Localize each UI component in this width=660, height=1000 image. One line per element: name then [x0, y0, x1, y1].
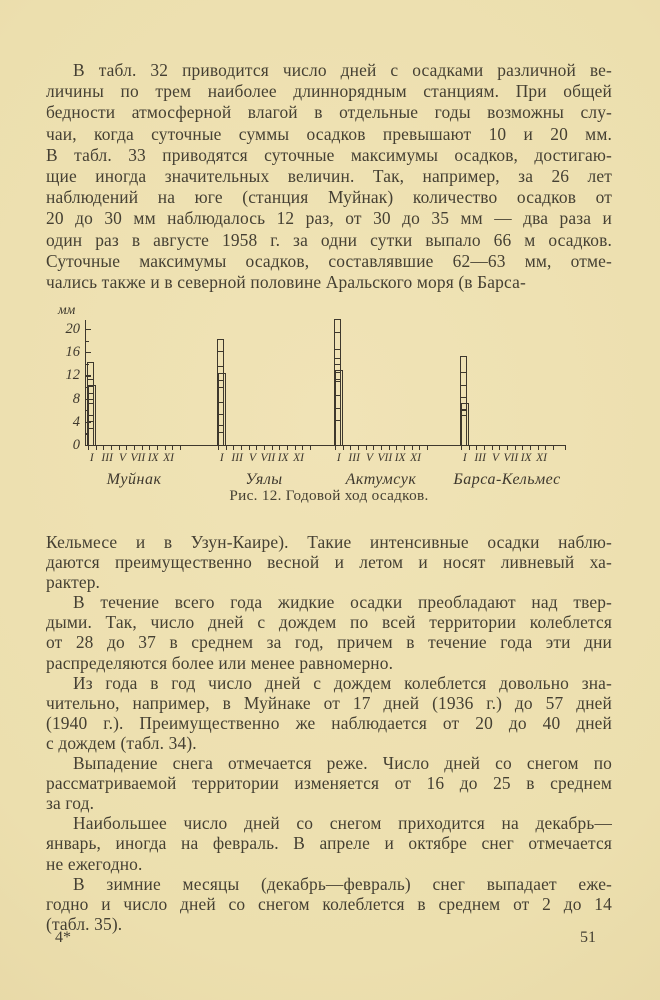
text-line: В зимние месяцы (декабрь—февраль) снег выпадает еже-	[73, 873, 612, 894]
x-axis-month-tick	[522, 445, 523, 450]
x-axis-month-label: I	[336, 452, 341, 464]
text-line: не ежегодно.	[46, 853, 143, 874]
x-axis-month-tick	[218, 445, 219, 450]
x-axis-month-tick	[412, 445, 413, 450]
x-axis-month-label: VII	[130, 452, 146, 464]
x-axis-month-tick	[553, 445, 554, 450]
page-number: 51	[580, 929, 596, 946]
text-line: Выпадение снега отмечается реже. Число дней со снегом по	[73, 753, 612, 774]
x-axis-month-tick	[103, 445, 104, 450]
figure-caption: Рис. 12. Годовой ход осадков.	[229, 487, 429, 504]
x-axis-month-label: V	[491, 452, 500, 464]
x-axis-month-tick	[180, 445, 181, 450]
x-axis-month-tick	[134, 445, 135, 450]
x-axis-month-tick	[427, 445, 428, 450]
text-line: В табл. 32 приводится число дней с осадками различной ве-	[73, 60, 612, 80]
x-axis-month-label: IX	[520, 452, 532, 464]
paragraph-block-top	[46, 60, 612, 293]
text-line: Из года в год число дней с дождем колеблется довольно зна-	[73, 672, 612, 693]
x-axis-month-tick	[335, 445, 336, 450]
text-line: рассматриваемой территории изменяется от 16 до 25 в среднем	[46, 773, 612, 794]
x-axis-month-tick	[366, 445, 367, 450]
y-axis-tick-label: 8	[72, 390, 80, 407]
paragraph-block-bottom	[46, 532, 612, 934]
text-line: Суточные максимумы осадков, составлявшие 62—63 мм, отме-	[46, 250, 612, 271]
x-axis-month-label: IX	[394, 452, 406, 464]
x-axis-month-label: I	[89, 452, 94, 464]
x-axis-month-tick	[249, 445, 250, 450]
x-axis-month-tick	[233, 445, 234, 450]
book-page	[46, 0, 612, 1000]
figure-12	[46, 295, 612, 525]
text-line: дыми. Так, число дней с дождем по всей территории колеблется	[46, 612, 612, 633]
y-axis-tick-label: 0	[72, 437, 80, 453]
x-axis-month-tick	[538, 445, 539, 450]
text-line: бедности атмосферной влагой в отдельные годы возможны слу-	[46, 102, 612, 123]
text-line: с дождем (табл. 34).	[46, 732, 197, 753]
month-bar	[460, 410, 468, 445]
x-axis-month-label: III	[474, 452, 486, 464]
x-axis-month-tick	[381, 445, 382, 450]
x-axis-month-label: VII	[503, 452, 519, 464]
text-line: Кельмесе и в Узун-Каире). Такие интенсивные осадки наблю-	[46, 532, 612, 552]
y-axis-unit-label: мм	[58, 302, 76, 317]
text-line: чаи, когда суточные суммы осадков превышают 10 и 20 мм.	[46, 123, 612, 144]
station-bar-group	[218, 313, 310, 445]
x-axis-month-label: V	[118, 452, 127, 464]
x-axis-month-label: III	[231, 452, 243, 464]
text-line: 20 до 30 мм наблюдалось 12 раз, от 30 до 35 мм — два раза и	[46, 208, 612, 229]
station-name-label: Уялы	[245, 471, 283, 488]
x-axis-month-tick	[373, 445, 374, 450]
x-axis-month-tick	[157, 445, 158, 450]
x-axis-month-tick	[302, 445, 303, 450]
x-axis-month-label: XI	[293, 452, 304, 464]
x-axis-month-tick	[350, 445, 351, 450]
text-line: один раз в августе 1958 г. за одни сутки выпало 66 м осадков.	[46, 229, 612, 250]
x-axis-month-tick	[499, 445, 500, 450]
x-axis-month-tick	[172, 445, 173, 450]
precipitation-bar-chart	[46, 295, 612, 491]
x-axis-month-label: VII	[260, 452, 276, 464]
x-axis-month-label: III	[101, 452, 113, 464]
x-axis-month-label: III	[348, 452, 360, 464]
x-axis-month-tick	[389, 445, 390, 450]
x-axis-month-tick	[111, 445, 112, 450]
x-axis-month-tick	[226, 445, 227, 450]
station-bar-group	[88, 313, 180, 445]
text-line: В течение всего года жидкие осадки преобладают над твер-	[73, 592, 612, 613]
text-line: за год.	[46, 793, 95, 814]
x-axis-month-label: XI	[163, 452, 174, 464]
text-line: (1940 г.). Преимущественно же наблюдается от 20 до 40 дней	[46, 712, 612, 733]
text-line: чительно, например, в Муйнаке от 17 дней (1936 г.) до 57 дней	[46, 692, 612, 713]
x-axis-month-tick	[404, 445, 405, 450]
text-line: рактер.	[46, 572, 101, 593]
x-axis-month-tick	[507, 445, 508, 450]
text-line: годно и число дней со снегом колеблется в среднем от 2 до 14	[46, 893, 612, 914]
x-axis-month-tick	[165, 445, 166, 450]
text-line: от 28 до 37 в среднем за год, причем в течение года эти дни	[46, 632, 612, 653]
x-axis-month-tick	[396, 445, 397, 450]
x-axis-month-tick	[142, 445, 143, 450]
station-bar-group	[461, 313, 553, 445]
x-axis-month-label: XI	[410, 452, 421, 464]
text-line: даются преимущественно весной и летом и носят ливневый ха-	[46, 552, 612, 573]
x-axis-month-tick	[256, 445, 257, 450]
text-line: Наибольшее число дней со снегом приходится на декабрь—	[73, 813, 612, 834]
y-axis-tick-label: 12	[65, 367, 80, 384]
x-axis-month-tick	[272, 445, 273, 450]
x-axis-month-label: XI	[536, 452, 547, 464]
x-axis-month-tick	[88, 445, 89, 450]
station-name-label: Барса-Кельмес	[453, 471, 561, 488]
x-axis-month-label: VII	[377, 452, 393, 464]
x-axis-month-label: IX	[147, 452, 159, 464]
text-line: личины по трем наиболее длиннорядным станциям. При общей	[46, 81, 612, 102]
x-axis-month-label: V	[365, 452, 374, 464]
x-axis-month-tick	[461, 445, 462, 450]
x-axis-month-tick	[419, 445, 420, 450]
x-axis-month-tick	[343, 445, 344, 450]
x-axis-month-tick	[358, 445, 359, 450]
x-axis-month-tick	[295, 445, 296, 450]
text-line: распределяются более или менее равномерно.	[46, 652, 394, 673]
y-axis-tick-label: 4	[72, 413, 80, 430]
footer-signature-mark: 4*	[55, 929, 71, 946]
station-bar-group	[335, 313, 427, 445]
x-axis-month-tick	[279, 445, 280, 450]
x-axis-month-label: IX	[277, 452, 289, 464]
x-axis-month-tick	[149, 445, 150, 450]
text-line: (табл. 35).	[46, 913, 123, 934]
x-axis-end-tick	[565, 445, 566, 450]
x-axis-month-tick	[310, 445, 311, 450]
x-axis-month-label: I	[219, 452, 224, 464]
station-name-label: Муйнак	[106, 471, 162, 488]
x-axis-month-tick	[264, 445, 265, 450]
x-axis-month-label: I	[462, 452, 467, 464]
x-axis-month-tick	[515, 445, 516, 450]
y-axis-tick-label: 20	[65, 321, 80, 337]
text-line: чались также и в северной половине Аральского моря (в Барса-	[46, 272, 526, 293]
x-axis-month-tick	[476, 445, 477, 450]
x-axis-month-tick	[126, 445, 127, 450]
text-line: В табл. 33 приводятся суточные максимумы осадков, достигаю-	[46, 144, 612, 165]
x-axis-month-tick	[484, 445, 485, 450]
text-line: щие иногда значительных величин. Так, например, за 26 лет	[46, 166, 612, 187]
text-line: наблюдений на юге (станция Муйнак) количество осадков от	[46, 187, 612, 208]
y-axis-tick-label: 16	[65, 344, 80, 361]
x-axis-month-tick	[119, 445, 120, 450]
x-axis-month-tick	[545, 445, 546, 450]
text-line: январь, иногда на февраль. В апреле и октябре снег отмечается	[46, 833, 612, 854]
month-bar	[334, 358, 342, 445]
month-bar	[87, 379, 95, 445]
x-axis-month-tick	[241, 445, 242, 450]
x-axis-month-tick	[530, 445, 531, 450]
x-axis-month-tick	[469, 445, 470, 450]
station-name-label: Актумсук	[345, 471, 417, 488]
x-axis-month-tick	[287, 445, 288, 450]
month-bar	[217, 366, 225, 445]
x-axis-month-label: V	[248, 452, 257, 464]
x-axis-month-tick	[96, 445, 97, 450]
x-axis-month-tick	[492, 445, 493, 450]
